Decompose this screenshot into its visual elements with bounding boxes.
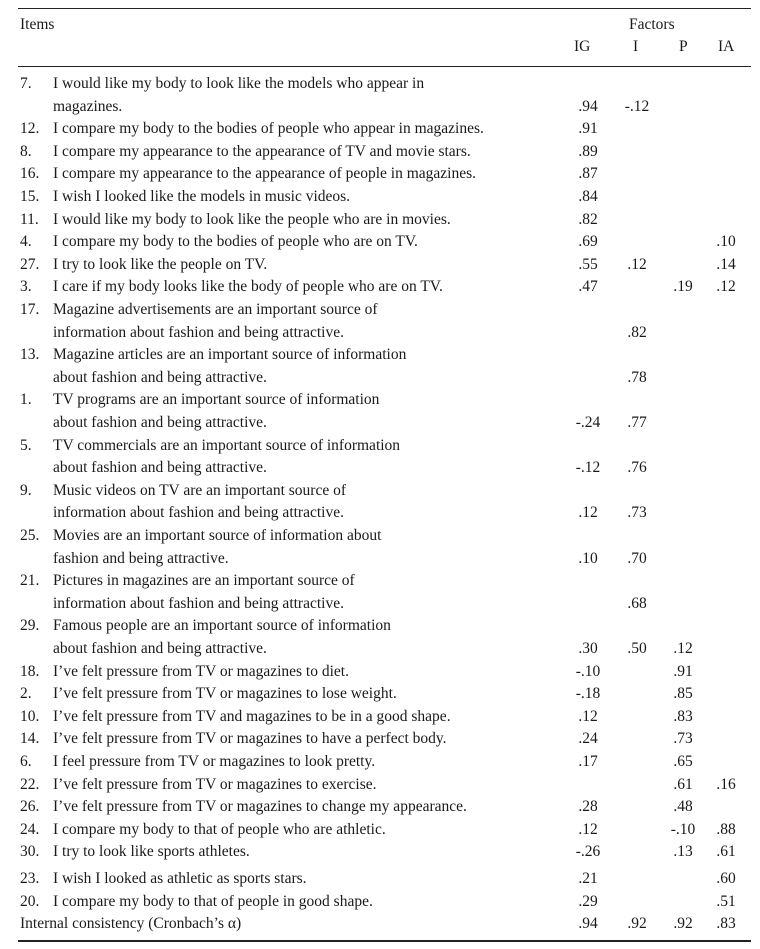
item-number: 30.: [20, 843, 40, 861]
loading-ig: .87: [578, 165, 598, 183]
loading-i: .77: [627, 414, 647, 431]
loading-ig: .84: [578, 188, 598, 205]
footer-label: Internal consistency (Cronbach’s α): [20, 915, 242, 932]
item-text: information about fashion and being attractive.: [53, 594, 344, 612]
loading-ig: .12: [578, 820, 598, 838]
item-text: I compare my body to that of people in good shape.: [53, 892, 373, 910]
item-text: I compare my appearance to the appearance of people in magazines.: [53, 165, 477, 183]
loading-ig: .47: [578, 278, 598, 296]
item-number: 11.: [20, 210, 39, 228]
item-text: I’ve felt pressure from TV or magazines to exercise.: [53, 775, 377, 793]
loading-ia: .10: [716, 233, 736, 251]
item-number: 22.: [20, 775, 40, 793]
item-number: 3.: [20, 278, 32, 296]
item-number: 21.: [20, 572, 40, 590]
loading-ig: -.18: [575, 685, 601, 703]
loading-ia: .88: [716, 820, 736, 838]
loading-ia: .12: [716, 278, 736, 296]
factors-header: Factors: [629, 16, 675, 33]
item-text: about fashion and being attractive.: [53, 368, 267, 386]
item-number: 24.: [20, 820, 40, 838]
loading-ig: .28: [578, 798, 598, 816]
item-text: TV commercials are an important source of information: [53, 436, 401, 454]
item-text: Famous people are an important source of information: [53, 617, 391, 635]
loading-p: -.10: [670, 820, 696, 838]
item-number: 16.: [20, 165, 40, 183]
loading-ig: -.10: [575, 662, 601, 680]
loading-ig: -.12: [575, 459, 601, 477]
item-text: I compare my body to the bodies of people who appear in magazines.: [53, 120, 484, 138]
item-text: I compare my appearance to the appearance of TV and movie stars.: [53, 142, 471, 160]
item-text: magazines.: [53, 97, 123, 115]
item-text: I wish I looked like the models in music videos.: [53, 188, 351, 205]
loading-i: .12: [627, 255, 647, 273]
item-number: 2.: [20, 685, 32, 703]
item-number: 13.: [20, 346, 40, 364]
footer-value-ia: .83: [716, 915, 736, 932]
item-text: I would like my body to look like the people who are in movies.: [53, 210, 451, 228]
column-header-ig: IG: [574, 38, 591, 55]
loading-ig: .94: [578, 97, 598, 115]
item-text: I’ve felt pressure from TV or magazines to have a perfect body.: [53, 730, 447, 748]
items-header: Items: [20, 16, 55, 33]
footer-value-i: .92: [627, 915, 647, 932]
loading-ig: .12: [578, 707, 598, 725]
loading-ia: .61: [716, 843, 736, 861]
item-text: about fashion and being attractive.: [53, 459, 267, 477]
loading-ig: .24: [578, 730, 598, 748]
item-text: I feel pressure from TV or magazines to look pretty.: [53, 753, 376, 770]
loading-p: .73: [673, 730, 693, 748]
loading-ig: .10: [578, 549, 598, 567]
footer-value-ig: .94: [578, 915, 598, 932]
item-text: I care if my body looks like the body of people who are on TV.: [53, 278, 443, 296]
loading-ia: .60: [716, 870, 736, 887]
item-text: Pictures in magazines are an important source of: [53, 572, 355, 590]
item-text: I compare my body to the bodies of people who are on TV.: [53, 233, 418, 251]
item-text: I wish I looked as athletic as sports stars.: [53, 870, 307, 887]
item-text: I try to look like sports athletes.: [53, 843, 250, 861]
item-text: about fashion and being attractive.: [53, 414, 267, 431]
item-number: 8.: [20, 142, 32, 160]
item-text: Magazine articles are an important source of information: [53, 346, 407, 364]
footer-value-p: .92: [673, 915, 693, 932]
item-number: 14.: [20, 730, 40, 748]
loading-ig: .55: [578, 255, 598, 273]
loading-ia: .51: [716, 892, 736, 910]
loading-i: .82: [627, 323, 647, 341]
item-number: 7.: [20, 75, 32, 92]
loading-ig: .69: [578, 233, 598, 251]
item-text: TV programs are an important source of information: [53, 391, 380, 409]
item-text: fashion and being attractive.: [53, 549, 229, 567]
loading-p: .83: [673, 707, 693, 725]
loading-i: -.12: [624, 97, 650, 115]
item-number: 6.: [20, 753, 32, 770]
item-number: 9.: [20, 481, 32, 499]
loading-i: .70: [627, 549, 647, 567]
loading-i: .73: [627, 504, 647, 522]
loading-ig: .89: [578, 142, 598, 160]
item-text: about fashion and being attractive.: [53, 640, 267, 657]
loading-i: .76: [627, 459, 647, 477]
column-header-p: P: [679, 38, 688, 55]
loading-ig: -.24: [575, 414, 601, 431]
item-number: 10.: [20, 707, 40, 725]
item-number: 27.: [20, 255, 40, 273]
item-number: 23.: [20, 870, 40, 887]
item-text: I would like my body to look like the models who appear in: [53, 75, 425, 92]
loading-ig: -.26: [575, 843, 601, 861]
loading-p: .65: [673, 753, 693, 770]
item-text: I’ve felt pressure from TV or magazines to change my appearance.: [53, 798, 467, 816]
item-text: I try to look like the people on TV.: [53, 255, 268, 273]
loading-ig: .21: [578, 870, 598, 887]
item-text: I’ve felt pressure from TV or magazines to lose weight.: [53, 685, 397, 703]
item-number: 20.: [20, 892, 40, 910]
loading-p: .12: [673, 640, 693, 657]
item-number: 4.: [20, 233, 32, 251]
loading-i: .50: [627, 640, 647, 657]
top-rule: [18, 8, 751, 9]
loading-ia: .14: [716, 255, 736, 273]
item-text: I’ve felt pressure from TV and magazines to be in a good shape.: [53, 707, 451, 725]
item-text: information about fashion and being attractive.: [53, 504, 344, 522]
loading-p: .48: [673, 798, 693, 816]
loading-ig: .82: [578, 210, 598, 228]
item-text: I compare my body to that of people who are athletic.: [53, 820, 386, 838]
loading-p: .19: [673, 278, 693, 296]
loading-p: .91: [673, 662, 693, 680]
loading-ig: .17: [578, 753, 598, 770]
item-text: Music videos on TV are an important source of: [53, 481, 347, 499]
item-text: Magazine advertisements are an important source of: [53, 301, 378, 318]
loading-ig: .29: [578, 892, 598, 910]
loading-i: .78: [627, 368, 647, 386]
item-number: 26.: [20, 798, 40, 816]
item-number: 5.: [20, 436, 32, 454]
item-number: 25.: [20, 527, 40, 544]
loading-p: .85: [673, 685, 693, 703]
loading-p: .13: [673, 843, 693, 861]
loading-ig: .12: [578, 504, 598, 522]
column-header-i: I: [633, 38, 639, 55]
item-number: 17.: [20, 301, 40, 318]
header-rule: [18, 66, 751, 67]
loading-p: .61: [673, 775, 693, 793]
item-text: Movies are an important source of information about: [53, 527, 382, 544]
bottom-rule: [18, 940, 751, 942]
item-text: I’ve felt pressure from TV or magazines to diet.: [53, 662, 349, 680]
loading-ig: .91: [578, 120, 598, 138]
loading-ig: .30: [578, 640, 598, 657]
item-number: 18.: [20, 662, 40, 680]
item-number: 12.: [20, 120, 40, 138]
column-header-ia: IA: [718, 38, 735, 55]
loading-ia: .16: [716, 775, 736, 793]
loading-i: .68: [627, 594, 647, 612]
item-number: 15.: [20, 188, 40, 205]
item-text: information about fashion and being attractive.: [53, 323, 344, 341]
item-number: 1.: [20, 391, 32, 409]
item-number: 29.: [20, 617, 40, 635]
